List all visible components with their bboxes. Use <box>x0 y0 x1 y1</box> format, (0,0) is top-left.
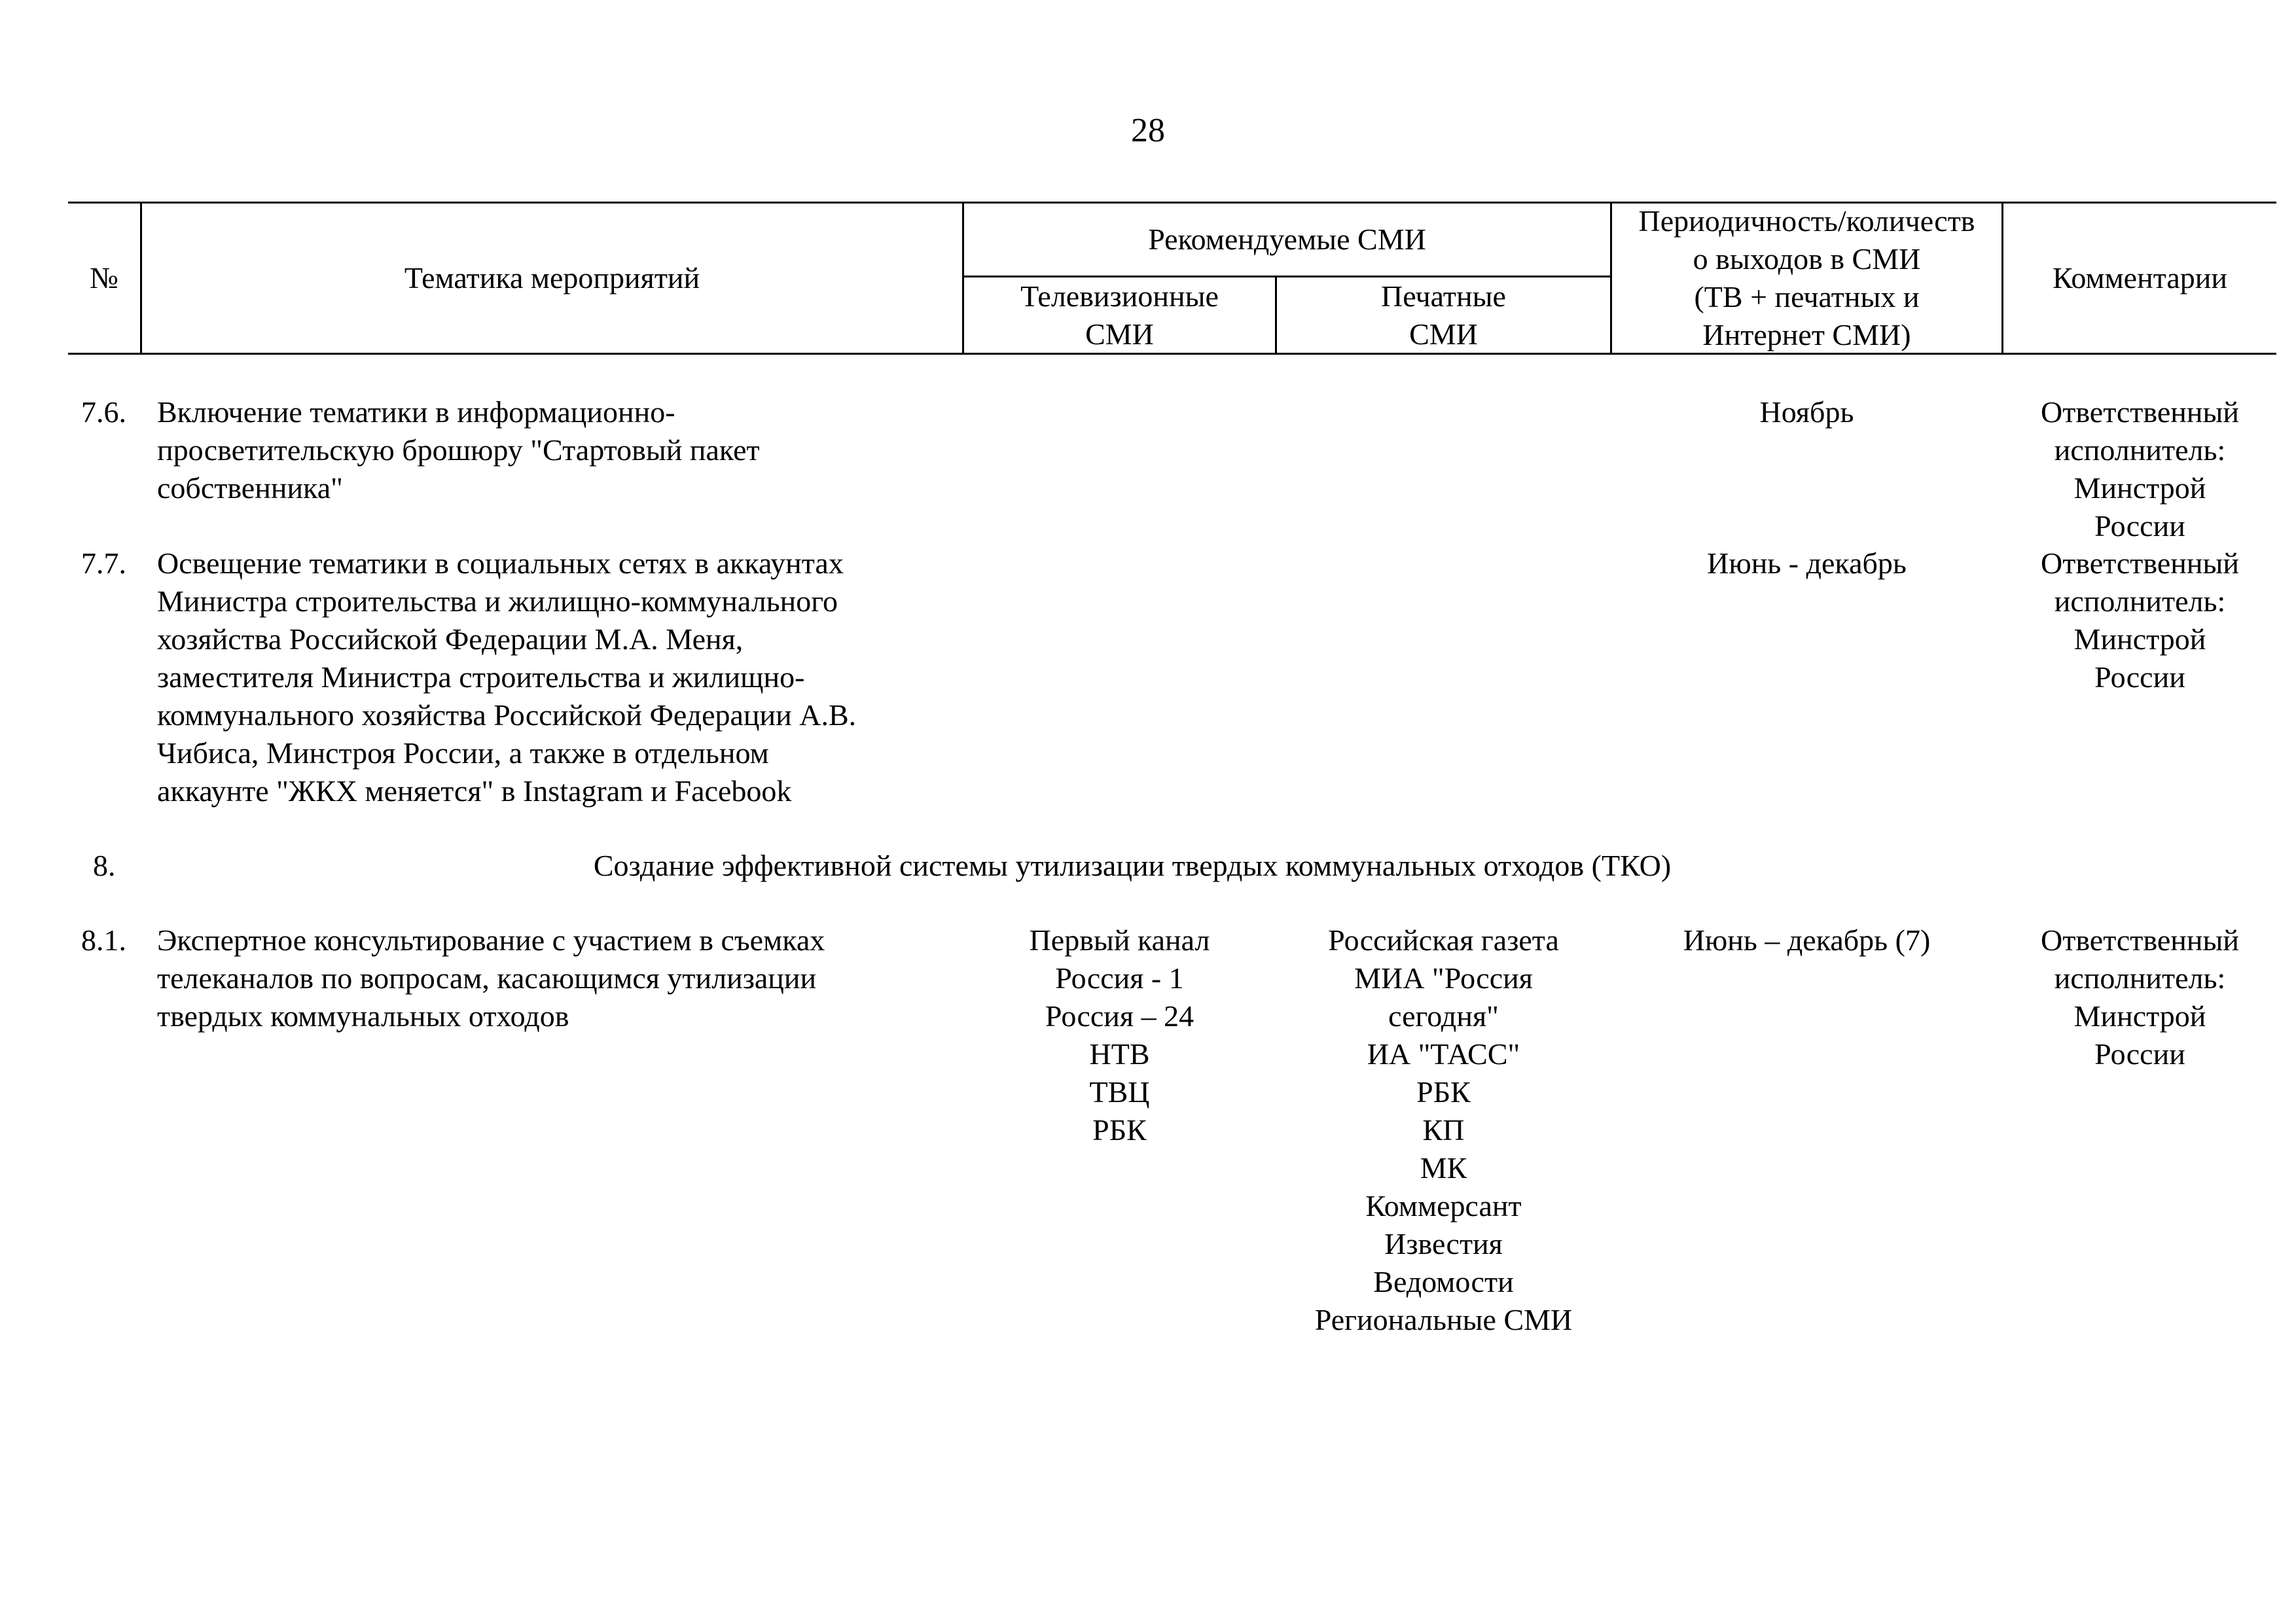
page-number: 28 <box>1131 112 1165 149</box>
header-tv-line: СМИ <box>1085 317 1154 351</box>
row-number: 8.1. <box>81 923 126 957</box>
row-number: 7.6. <box>81 395 126 429</box>
header-periodicity-line: (ТВ + печатных и <box>1694 280 1920 313</box>
print-media-item: ИА "ТАСС" <box>1367 1037 1520 1071</box>
tv-media-item: Россия - 1 <box>1055 961 1184 995</box>
header-topic <box>142 204 962 353</box>
row-comment-line: Минстрой <box>2073 471 2206 505</box>
row-topic <box>157 921 962 1035</box>
row-comment <box>2003 393 2276 545</box>
row-topic-line: собственника" <box>157 471 343 505</box>
header-recommended-media-text: Рекомендуемые СМИ <box>1148 223 1426 256</box>
row-comment-line: исполнитель: <box>2054 961 2226 995</box>
header-periodicity-line: Периодичность/количеств <box>1638 204 1975 238</box>
row-topic-line: коммунального хозяйства Российской Федерации А.В. <box>157 698 857 732</box>
row-comment-line: исполнитель: <box>2054 433 2226 467</box>
print-media-item: КП <box>1422 1113 1465 1147</box>
row-period: Июнь – декабрь (7) <box>1683 923 1931 957</box>
row-topic-line: Экспертное консультирование с участием в съемках <box>157 923 825 957</box>
row-topic-line: телеканалов по вопросам, касающимся утилизации <box>157 961 817 995</box>
row-comment <box>2003 921 2276 1073</box>
row-comment-line: Минстрой <box>2073 999 2206 1033</box>
row-topic-line: Освещение тематики в социальных сетях в аккаунтах <box>157 546 844 580</box>
print-media-item: МК <box>1420 1151 1467 1185</box>
row-comment-line: Ответственный <box>2041 395 2239 429</box>
section-number: 8. <box>93 849 116 882</box>
print-media-item: Ведомости <box>1373 1265 1514 1298</box>
header-comments-text: Комментарии <box>2052 261 2228 294</box>
header-comments <box>2003 204 2276 353</box>
header-recommended-media <box>964 204 1610 276</box>
row-comment <box>2003 544 2276 696</box>
header-periodicity <box>1612 204 2001 353</box>
row-topic-line: твердых коммунальных отходов <box>157 999 569 1033</box>
print-media-item: Коммерсант <box>1365 1189 1522 1222</box>
row-comment-line: России <box>2094 660 2185 694</box>
tv-media-item: НТВ <box>1089 1037 1150 1071</box>
header-print-line: СМИ <box>1409 317 1478 351</box>
row-comment-line: России <box>2094 509 2185 543</box>
print-media-item: РБК <box>1416 1075 1471 1109</box>
header-periodicity-line: о выходов в СМИ <box>1693 242 1921 276</box>
row-print-media <box>1277 921 1610 1339</box>
row-topic <box>157 393 962 507</box>
row-comment-line: Минстрой <box>2073 622 2206 656</box>
print-media-item: Известия <box>1384 1227 1503 1260</box>
section-title: Создание эффективной системы утилизации твердых коммунальных отходов (ТКО) <box>593 849 1672 882</box>
header-no <box>68 204 140 353</box>
row-comment-line: Ответственный <box>2041 923 2239 957</box>
row-number: 7.7. <box>81 546 126 580</box>
row-period: Ноябрь <box>1759 395 1854 429</box>
tv-media-item: Первый канал <box>1029 923 1210 957</box>
print-media-item: Российская газета <box>1328 923 1559 957</box>
header-no-text: № <box>90 261 118 294</box>
row-topic-line: хозяйства Российской Федерации М.А. Меня, <box>157 622 744 656</box>
header-topic-text: Тематика мероприятий <box>404 261 700 294</box>
print-media-item: МИА "Россия <box>1354 961 1533 995</box>
row-topic-line: просветительскую брошюру "Стартовый пакет <box>157 433 760 467</box>
row-tv-media <box>964 921 1275 1149</box>
print-media-item: сегодня" <box>1388 999 1499 1033</box>
row-topic-line: заместителя Министра строительства и жилищно- <box>157 660 805 694</box>
header-periodicity-line: Интернет СМИ) <box>1702 318 1911 351</box>
row-comment-line: исполнитель: <box>2054 584 2226 618</box>
row-comment-line: Ответственный <box>2041 546 2239 580</box>
row-topic-line: Чибиса, Минстроя России, а также в отдельном <box>157 736 769 770</box>
row-topic-line: аккаунте "ЖКХ меняется" в Instagram и Facebook <box>157 774 792 808</box>
tv-media-item: РБК <box>1092 1113 1147 1147</box>
row-comment-line: России <box>2094 1037 2185 1071</box>
header-tv-line: Телевизионные <box>1020 279 1219 313</box>
row-topic <box>157 544 962 810</box>
row-topic-line: Включение тематики в информационно- <box>157 395 675 429</box>
row-period: Июнь - декабрь <box>1707 546 1907 580</box>
header-tv-media <box>964 277 1275 353</box>
print-media-item: Региональные СМИ <box>1314 1303 1573 1336</box>
header-print-media <box>1277 277 1610 353</box>
tv-media-item: Россия – 24 <box>1045 999 1194 1033</box>
header-print-line: Печатные <box>1381 279 1506 313</box>
row-topic-line: Министра строительства и жилищно-коммунального <box>157 584 838 618</box>
tv-media-item: ТВЦ <box>1089 1075 1150 1109</box>
